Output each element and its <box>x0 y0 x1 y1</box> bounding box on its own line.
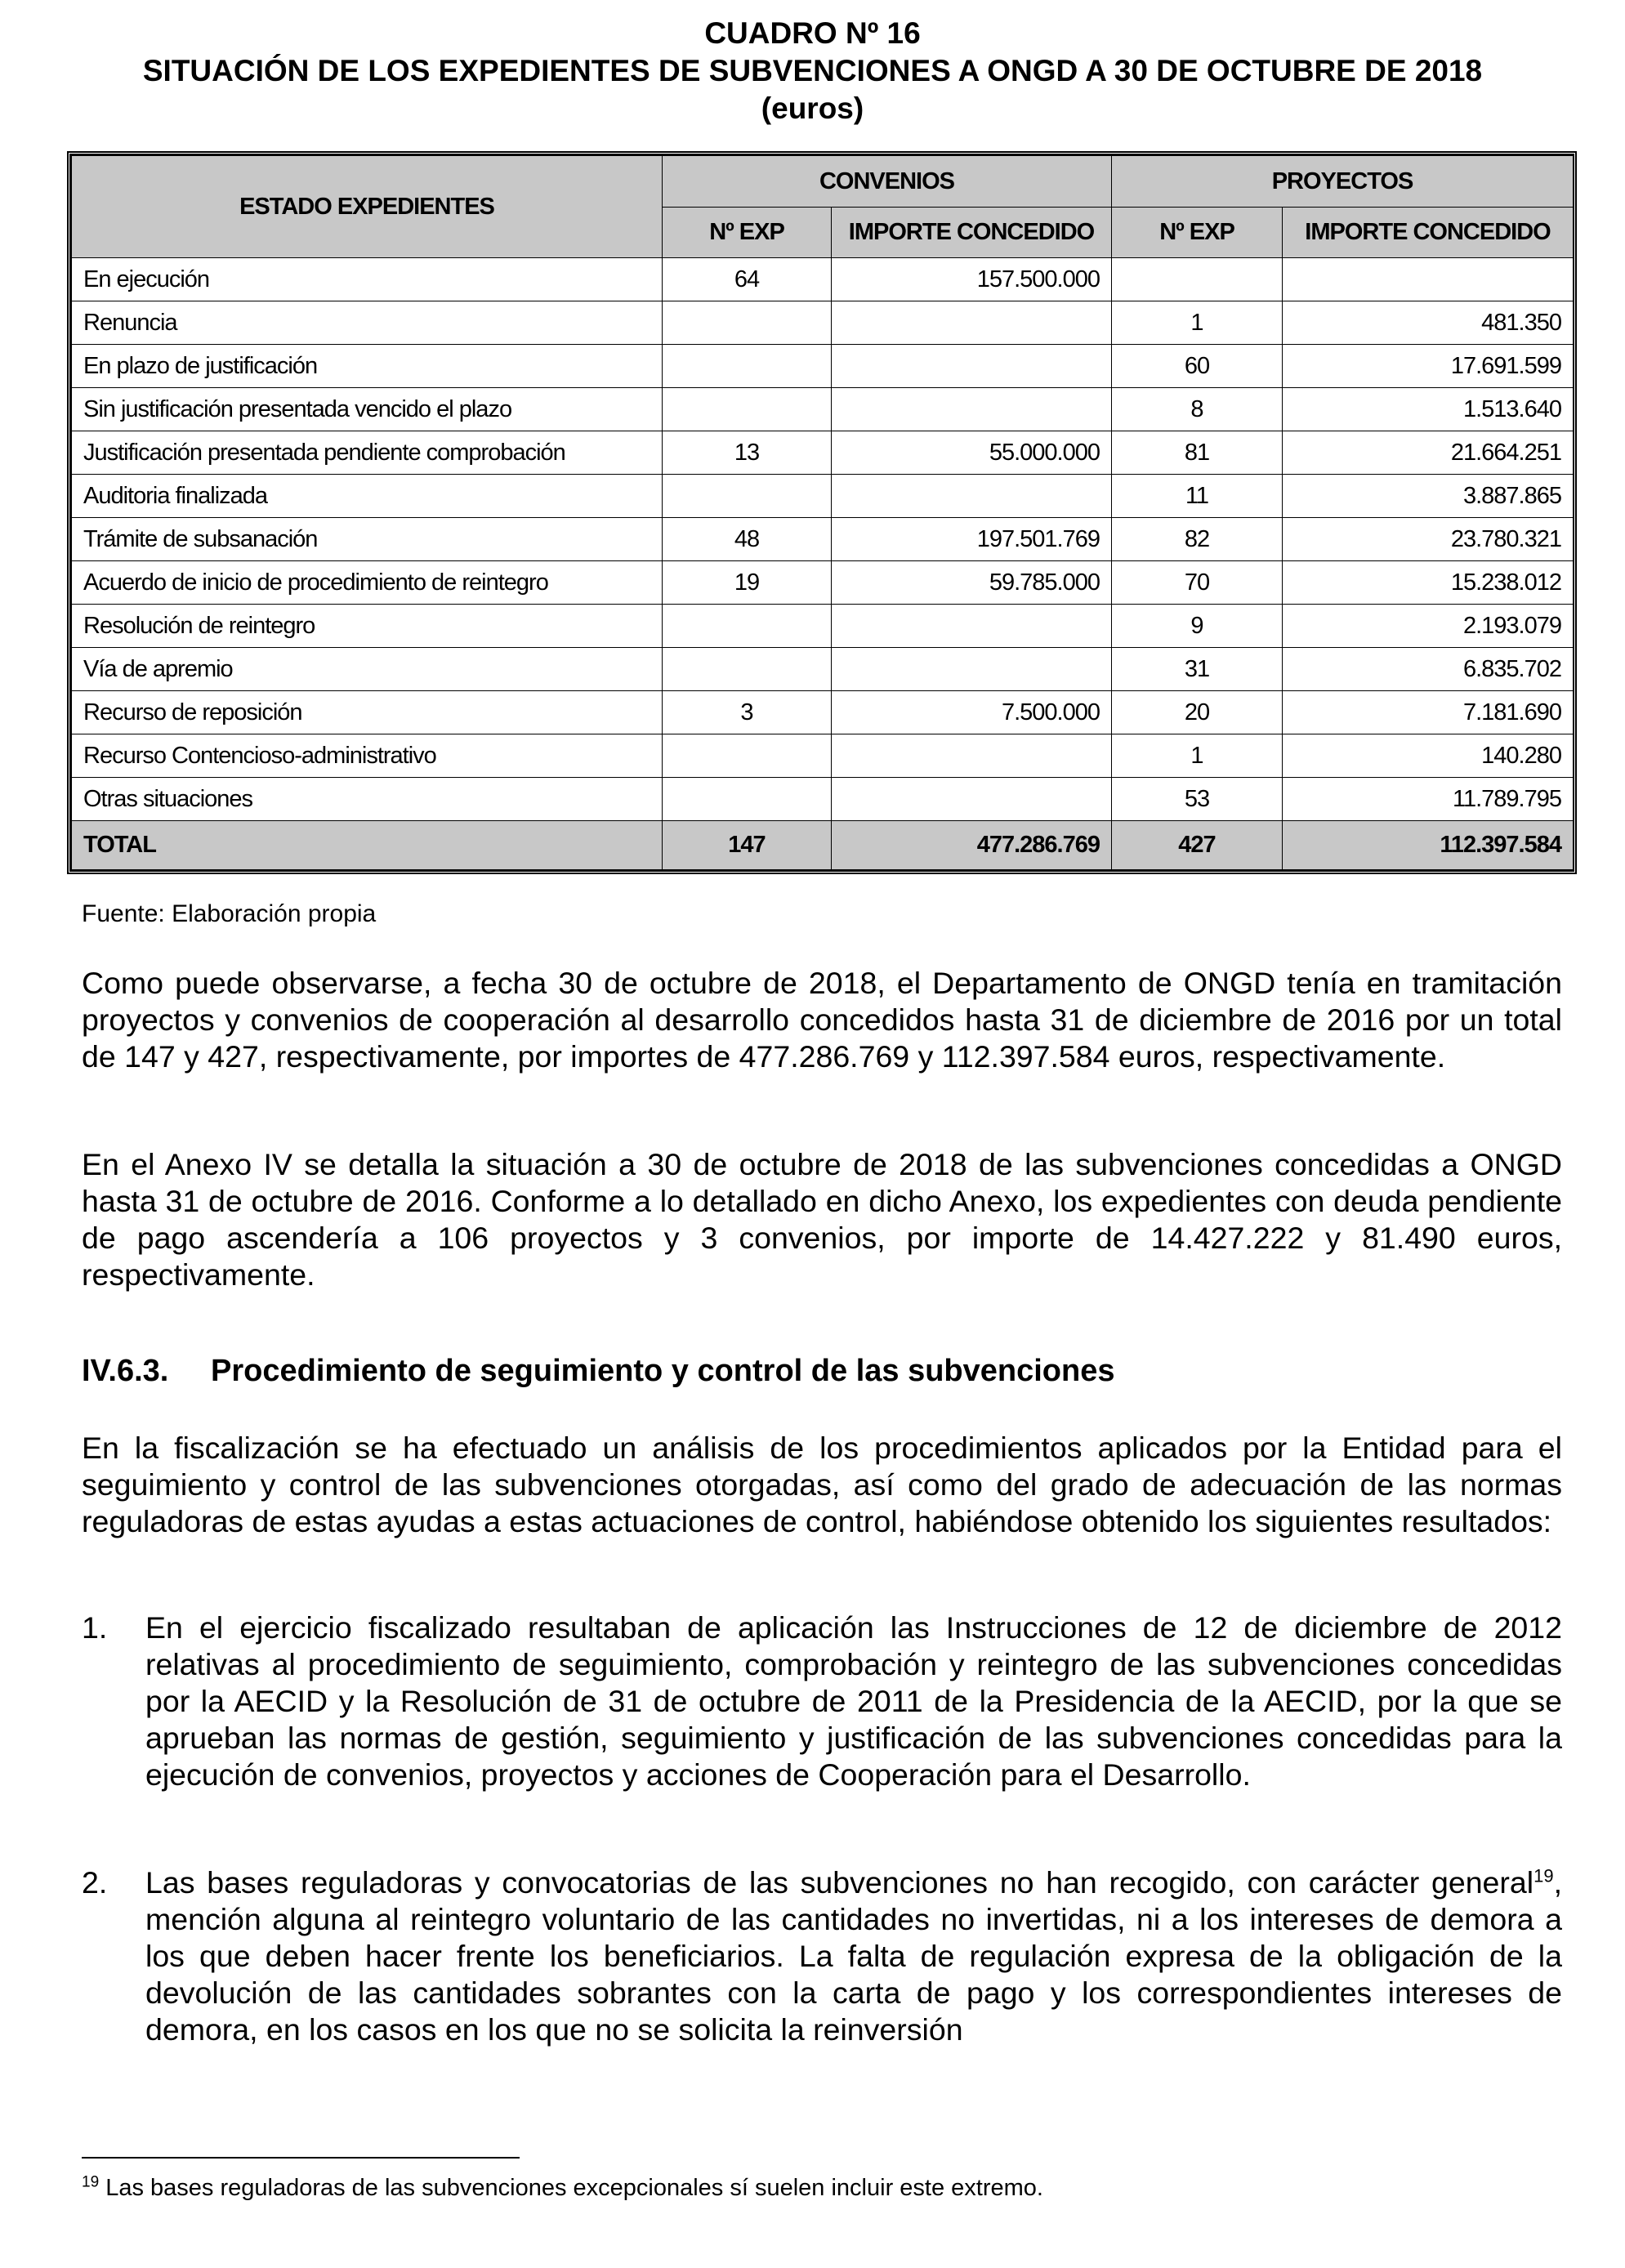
row-conv-nexp: 64 <box>663 258 832 301</box>
row-estado: Otras situaciones <box>72 778 663 821</box>
row-conv-importe: 59.785.000 <box>832 561 1112 605</box>
row-proy-importe: 21.664.251 <box>1283 431 1574 475</box>
section-title: Procedimiento de seguimiento y control de las subvenciones <box>211 1354 1115 1388</box>
cuadro-caption: SITUACIÓN DE LOS EXPEDIENTES DE SUBVENCIONES A ONGD A 30 DE OCTUBRE DE 2018 <box>142 54 1483 87</box>
row-conv-nexp <box>663 648 832 691</box>
row-conv-nexp <box>663 778 832 821</box>
section-number: IV.6.3. <box>82 1354 169 1388</box>
row-conv-importe: 7.500.000 <box>832 691 1112 734</box>
row-conv-importe <box>832 388 1112 431</box>
cuadro-number: CUADRO Nº 16 <box>704 16 921 50</box>
row-estado: Trámite de subsanación <box>72 518 663 561</box>
footnote-divider <box>82 2157 520 2159</box>
row-proy-nexp: 31 <box>1112 648 1283 691</box>
row-conv-importe <box>832 778 1112 821</box>
row-proy-nexp: 8 <box>1112 388 1283 431</box>
row-proy-importe: 2.193.079 <box>1283 605 1574 648</box>
total-row <box>72 821 1574 870</box>
row-conv-importe: 55.000.000 <box>832 431 1112 475</box>
row-conv-importe <box>832 475 1112 518</box>
row-estado: Auditoria finalizada <box>72 475 663 518</box>
row-conv-nexp <box>663 388 832 431</box>
row-conv-importe <box>832 734 1112 778</box>
row-conv-importe <box>832 345 1112 388</box>
table-row <box>72 734 1574 778</box>
row-conv-nexp <box>663 605 832 648</box>
row-proy-nexp: 9 <box>1112 605 1283 648</box>
row-proy-nexp: 60 <box>1112 345 1283 388</box>
row-conv-nexp <box>663 734 832 778</box>
row-proy-nexp: 1 <box>1112 734 1283 778</box>
row-estado: Recurso de reposición <box>72 691 663 734</box>
row-proy-importe: 7.181.690 <box>1283 691 1574 734</box>
header-estado: ESTADO EXPEDIENTES <box>72 156 663 258</box>
table-row <box>72 605 1574 648</box>
row-proy-nexp: 1 <box>1112 301 1283 345</box>
section-heading <box>82 1352 1115 1390</box>
row-proy-importe: 6.835.702 <box>1283 648 1574 691</box>
total-proy-nexp: 427 <box>1112 821 1283 870</box>
row-estado: En plazo de justificación <box>72 345 663 388</box>
row-proy-nexp: 81 <box>1112 431 1283 475</box>
row-proy-importe: 1.513.640 <box>1283 388 1574 431</box>
row-estado: Recurso Contencioso-administrativo <box>72 734 663 778</box>
list-item-text <box>145 1864 1562 2048</box>
table-row <box>72 518 1574 561</box>
row-proy-importe <box>1283 258 1574 301</box>
footnote <box>82 2173 1043 2203</box>
row-proy-importe: 23.780.321 <box>1283 518 1574 561</box>
table-title <box>0 15 1625 127</box>
row-estado: Renuncia <box>72 301 663 345</box>
table-row <box>72 691 1574 734</box>
cuadro-units: (euros) <box>761 92 864 125</box>
header-conv-nexp: Nº EXP <box>663 208 832 258</box>
row-proy-nexp: 82 <box>1112 518 1283 561</box>
list-item-number: 1. <box>82 1610 108 1645</box>
table-row <box>72 258 1574 301</box>
list-item-text: En el ejercicio fiscalizado resultaban de aplicación las Instrucciones de 12 de diciembre de 2012 relativas al procedimiento de seguimiento, comprobación y reintegro de las subvenciones concedidas por la AECID y la Resolución de 31 de octubre de 2011 de la Presidencia de la AECID, por la que se aprueban las normas de gestión, seguimiento y justificación de las subvenciones concedidas para la ejecución de convenios, proyectos y acciones de Cooperación para el Desarrollo. <box>145 1610 1562 1792</box>
row-conv-importe <box>832 648 1112 691</box>
paragraph-1: Como puede observarse, a fecha 30 de octubre de 2018, el Departamento de ONGD tenía en tramitación proyectos y convenios de cooperación al desarrollo concedidos hasta 31 de diciembre de 2016 por un total de 147 y 427, respectivamente, por importes de 477.286.769 y 112.397.584 euros, respectivamente. <box>82 966 1562 1074</box>
row-conv-importe <box>832 605 1112 648</box>
row-conv-nexp: 19 <box>663 561 832 605</box>
row-conv-nexp <box>663 301 832 345</box>
row-estado: Resolución de reintegro <box>72 605 663 648</box>
footnote-reference[interactable]: 19 <box>1533 1865 1554 1886</box>
row-proy-nexp <box>1112 258 1283 301</box>
row-conv-importe <box>832 301 1112 345</box>
table-row <box>72 345 1574 388</box>
row-estado: Acuerdo de inicio de procedimiento de reintegro <box>72 561 663 605</box>
row-conv-nexp: 48 <box>663 518 832 561</box>
row-conv-importe: 157.500.000 <box>832 258 1112 301</box>
paragraph-2: En el Anexo IV se detalla la situación a 30 de octubre de 2018 de las subvenciones concedidas a ONGD hasta 31 de octubre de 2016. Conforme a lo detallado en dicho Anexo, los expedientes con deuda pendiente de pago ascendería a 106 proyectos y 3 convenios, por importe de 14.427.222 y 81.490 euros, respectivamente. <box>82 1147 1562 1292</box>
table-body <box>72 258 1574 870</box>
row-proy-importe: 3.887.865 <box>1283 475 1574 518</box>
row-proy-nexp: 20 <box>1112 691 1283 734</box>
header-proyectos: PROYECTOS <box>1112 156 1574 208</box>
row-proy-importe: 15.238.012 <box>1283 561 1574 605</box>
table-source: Fuente: Elaboración propia <box>82 900 377 927</box>
row-proy-nexp: 53 <box>1112 778 1283 821</box>
row-proy-importe: 17.691.599 <box>1283 345 1574 388</box>
footnote-number: 19 <box>82 2173 100 2191</box>
row-proy-nexp: 11 <box>1112 475 1283 518</box>
header-proy-nexp: Nº EXP <box>1112 208 1283 258</box>
table-row <box>72 475 1574 518</box>
row-estado: Vía de apremio <box>72 648 663 691</box>
table-row <box>72 388 1574 431</box>
row-conv-nexp: 13 <box>663 431 832 475</box>
row-proy-importe: 140.280 <box>1283 734 1574 778</box>
row-estado: Sin justificación presentada vencido el plazo <box>72 388 663 431</box>
list-item-text-start: Las bases reguladoras y convocatorias de las subvenciones no han recogido, con carácter general <box>145 1865 1534 1900</box>
total-proy-importe: 112.397.584 <box>1283 821 1574 870</box>
total-conv-nexp: 147 <box>663 821 832 870</box>
row-proy-importe: 481.350 <box>1283 301 1574 345</box>
row-conv-nexp: 3 <box>663 691 832 734</box>
row-conv-nexp <box>663 345 832 388</box>
table-row <box>72 648 1574 691</box>
paragraph-3: En la fiscalización se ha efectuado un análisis de los procedimientos aplicados por la Entidad para el seguimiento y control de las subvenciones otorgadas, así como del grado de adecuación de las normas reguladoras de estas ayudas a estas actuaciones de control, habiéndose obtenido los siguientes resultados: <box>82 1431 1562 1538</box>
row-proy-nexp: 70 <box>1112 561 1283 605</box>
row-estado: Justificación presentada pendiente comprobación <box>72 431 663 475</box>
cuadro-table <box>71 155 1574 870</box>
table-row <box>72 778 1574 821</box>
table-row <box>72 561 1574 605</box>
total-label: TOTAL <box>72 821 663 870</box>
row-conv-nexp <box>663 475 832 518</box>
row-conv-importe: 197.501.769 <box>832 518 1112 561</box>
footnote-text: Las bases reguladoras de las subvenciones excepcionales sí suelen incluir este extremo. <box>99 2175 1043 2201</box>
total-conv-importe: 477.286.769 <box>832 821 1112 870</box>
list-item-number: 2. <box>82 1865 108 1900</box>
cuadro-table-frame <box>67 151 1577 874</box>
table-row <box>72 431 1574 475</box>
header-conv-importe: IMPORTE CONCEDIDO <box>832 208 1112 258</box>
header-convenios: CONVENIOS <box>663 156 1112 208</box>
list-item-text-end: , mención alguna al reintegro voluntario de las cantidades no invertidas, ni a los intereses de demora a los que deben hacer frente los beneficiarios. La falta de regulación expresa de la obligación de la devolución de las cantidades sobrantes con la carta de pago y los correspondientes intereses de demora, en los casos en los que no se solicita la reinversión <box>145 1865 1562 2047</box>
row-proy-importe: 11.789.795 <box>1283 778 1574 821</box>
table-row <box>72 301 1574 345</box>
row-estado: En ejecución <box>72 258 663 301</box>
header-proy-importe: IMPORTE CONCEDIDO <box>1283 208 1574 258</box>
